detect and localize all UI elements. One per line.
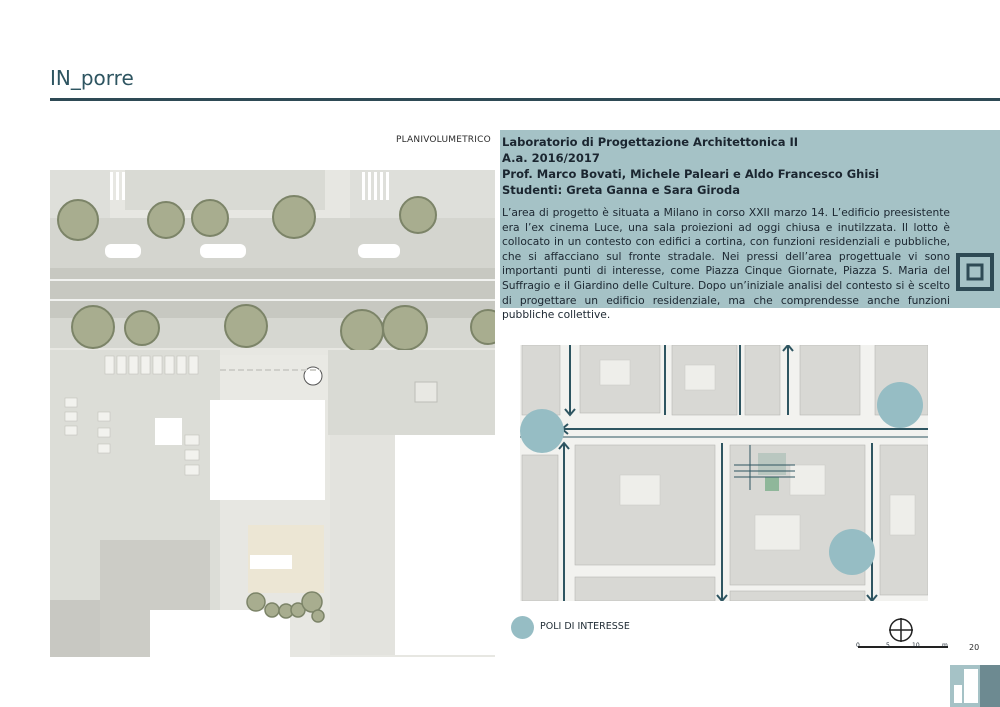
plan-label: PLANIVOLUMETRICO [396,135,491,145]
header-divider [50,98,1000,101]
page-title: IN_porre [50,66,134,90]
course-info [502,134,879,198]
scale-tick-5: 5 [886,642,890,649]
site-plan [50,170,495,657]
context-map [520,345,928,601]
course-title: Laboratorio di Progettazione Architettonica II [502,135,799,149]
professors: Prof. Marco Bovati, Michele Paleari e Aldo Francesco Ghisi [502,167,880,181]
scale-unit: m [942,642,948,649]
students: Studenti: Greta Ganna e Sara Giroda [502,183,740,197]
legend-swatch [511,616,534,639]
project-description: L’area di progetto è situata a Milano in corso XXII marzo 14. L’edificio preesistente era l’ex cinema Luce, una sala proiezioni ad oggi chiusa e inutilzzata. Il lotto è collocato in un contesto con edifici a cortina, con funzioni residenziali e pubbliche, che si affacciano sul fronte stradale. Nei pressi dell’area progettuale vi sono importanti punti di interesse, come Piazza Cinque Giornate, Piazza S. Maria del Suffragio e il Giardino delle Culture. Dopo un’iniziale analisi del contesto si è scelto di progettare un edificio residenziale, ma che comprendesse anche funzioni pubbliche collettive. [502,206,950,322]
legend-label: POLI DI INTERESSE [540,621,630,632]
info-box [500,130,1000,322]
page-number: 20 [969,643,980,652]
scale-line [858,646,948,648]
frame-square-icon [956,253,994,291]
north-arrow-icon [888,617,914,643]
scale-bar [856,642,958,660]
scale-tick-0: 0 [856,642,860,649]
scale-tick-10: 10 [912,642,920,649]
corner-decoration [950,665,1000,707]
academic-year: A.a. 2016/2017 [502,151,600,165]
